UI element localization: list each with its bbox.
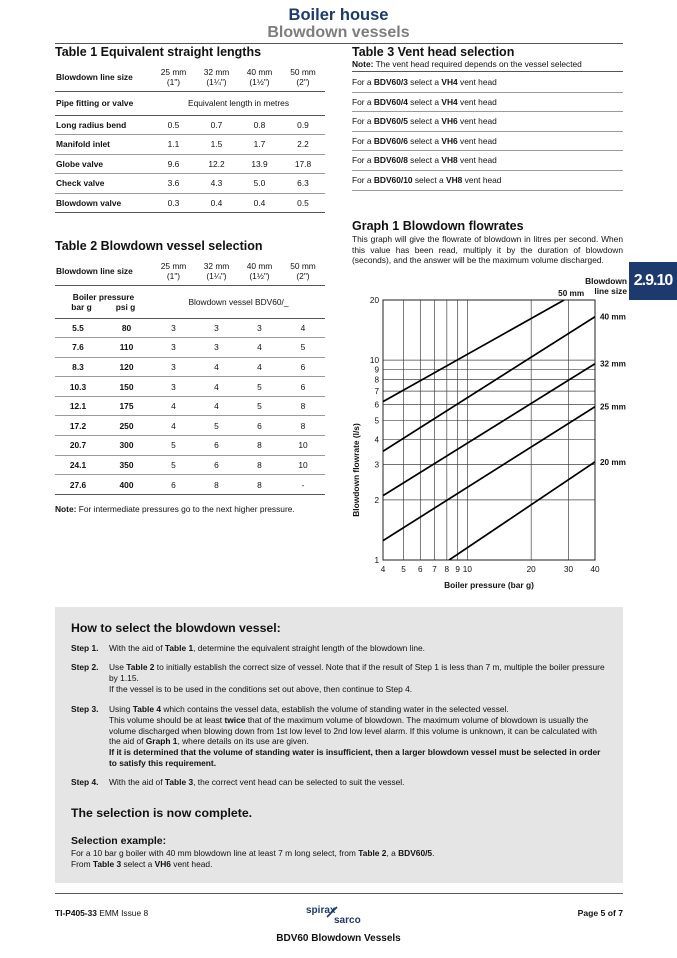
vent-head-row: For a BDV60/5 select a VH6 vent head [352,112,623,132]
table-cell: 6 [195,455,238,475]
size-header: 25 mm (1") [152,63,195,91]
table-cell: 0.7 [195,115,238,135]
vent-head-row: For a BDV60/6 select a VH6 vent head [352,132,623,152]
table-cell: 3 [152,318,195,338]
pressure-psig: 175 [101,396,152,416]
x-axis-label: Boiler pressure (bar g) [444,580,534,590]
pressure-barg: 7.6 [55,338,101,358]
pressure-psig: 300 [101,436,152,456]
table-cell: 1.1 [152,135,195,155]
table-cell: 0.8 [238,115,281,135]
table-cell: 6 [281,357,325,377]
table-row [55,377,325,397]
y-tick-label: 9 [374,365,379,375]
x-tick-label: 6 [418,565,423,574]
svg-text:spirax: spirax [306,905,336,916]
vent-head-row: For a BDV60/10 select a VH8 vent head [352,171,623,191]
pressure-psig: 80 [101,318,152,338]
pressure-psig: 150 [101,377,152,397]
table-cell: 0.5 [152,115,195,135]
table-row [55,338,325,358]
y-tick-label: 4 [374,435,379,445]
section-tab: 2.9.10 [629,262,677,300]
table3-title: Table 3 Vent head selection [352,45,515,59]
product-name: BDV60 Blowdown Vessels [276,933,401,944]
table-cell: 4 [152,396,195,416]
table1-body [55,115,325,213]
table-cell: 5 [238,396,281,416]
table-cell: 4 [195,377,238,397]
size-header: 40 mm (1½") [238,63,281,91]
table-cell: 6 [238,416,281,436]
table-row [55,436,325,456]
series-line-20mm [449,462,595,560]
row-label: Blowdown valve [55,193,152,213]
x-tick-label: 10 [462,565,472,574]
pressure-psig: 400 [101,475,152,495]
x-tick-label: 20 [526,565,536,574]
pressure-header: Boiler pressure bar g psi g [55,285,152,318]
y-tick-label: 7 [374,387,379,397]
table-cell: 8 [195,475,238,495]
series-label: 20 mm [600,457,626,467]
table-cell: 5.0 [238,174,281,194]
table-cell: 4 [195,396,238,416]
pressure-psig: 250 [101,416,152,436]
size-header: 25 mm (1") [152,257,195,285]
table-cell: 4 [281,318,325,338]
page-title: Boiler house [288,6,389,24]
y-tick-label: 6 [374,400,379,410]
table-cell: 8 [238,455,281,475]
table-cell: 4 [195,357,238,377]
table1 [55,63,325,213]
series-line-25mm [383,407,595,541]
page-number: Page 5 of 7 [577,908,623,918]
table-cell: 5 [152,436,195,456]
howto-panel: How to select the blowdown vessel: Step 1. With the aid of Table 1, determine the equivalent straight length of the blowdown line. Step 2. Use Table 2 to initially establish the correct size of vessel. Note that if the result of Step 1 is less than 7 m, multiple the boiler pressure by 1.15. If the vessel is to be used in the conditions set out above, then continue to Step 4. Step 3. Using Table 4 which contains the vessel data, establish the volume of standing water in the selected vessel. This volume should be at least twice that of the maximum volume of blowdown. The maximum volume of blowdown is usually the volume discharged when blowing down from 1st low level to 2nd low level alarm. If this volume is unknown, it can be calculated with the aid of Graph 1, where details on its use are given. If it is determined that the volume of standing water is insufficient, then a larger blowdown vessel must be selected in order to satisfy this requirement. Step 4. With the aid of Table 3, the correct vent head can be selected to suit the vessel. The selection is now complete. Selection example: For a 10 bar g boiler with 40 mm blowdown line at least 7 m long select, from Table 2, a BDV60/5. From Table 3 select a VH6 vent head. [55,607,623,883]
x-tick-label: 8 [444,565,450,574]
table-row [55,475,325,495]
chart-series [383,300,595,560]
vent-head-row: For a BDV60/8 select a VH8 vent head [352,151,623,171]
table-cell: 10 [281,436,325,456]
table-row [55,416,325,436]
table-cell: 5 [238,377,281,397]
x-tick-label: 30 [563,565,574,574]
table1-col-label: Blowdown line size [55,63,152,91]
vent-head-row: For a BDV60/3 select a VH4 vent head [352,73,623,93]
table-cell: 9.6 [152,154,195,174]
table-row [55,174,325,194]
pressure-psig: 350 [101,455,152,475]
table-cell: 6 [281,377,325,397]
pressure-psig: 120 [101,357,152,377]
table-cell: 6 [195,436,238,456]
series-label: 40 mm [600,312,626,322]
table-cell: 0.5 [281,193,325,213]
table-cell: 0.4 [195,193,238,213]
y-axis-label: Blowdown flowrate (l/s) [351,423,361,517]
x-tick-label: 7 [432,565,437,574]
size-header: 32 mm (1¼") [195,63,238,91]
pressure-psig: 110 [101,338,152,358]
table-cell: 3 [152,357,195,377]
example-title: Selection example: [71,835,167,847]
table-cell: 5 [281,338,325,358]
howto-title: How to select the blowdown vessel: [71,621,281,635]
y-tick-label: 1 [374,556,379,565]
table2-col-label: Blowdown line size [55,257,152,285]
spirax-sarco-logo [300,903,380,925]
table-cell: 1.7 [238,135,281,155]
table-cell: 3 [152,377,195,397]
pressure-barg: 24.1 [55,455,101,475]
table-cell: 2.2 [281,135,325,155]
table-cell: 5 [195,416,238,436]
series-label: 50 mm [558,289,585,298]
y-tick-label: 2 [374,495,379,505]
flowrate-chart [345,270,630,600]
x-tick-label: 4 [380,565,386,574]
table-cell: 12.2 [195,154,238,174]
vent-head-row: For a BDV60/4 select a VH4 vent head [352,93,623,113]
table-cell: 10 [281,455,325,475]
y-tick-label: 10 [369,356,379,366]
table-cell: 1.5 [195,135,238,155]
doc-id: TI-P405-33 EMM Issue 8 [55,908,149,918]
table-cell: 4 [238,357,281,377]
svg-text:sarco: sarco [334,915,361,925]
row-label: Globe valve [55,154,152,174]
table2-body [55,318,325,494]
series-label: 25 mm [600,402,626,412]
legend-title: line size [594,286,627,296]
table1-title: Table 1 Equivalent straight lengths [55,45,262,59]
size-header: 50 mm (2") [281,257,325,285]
size-header: 40 mm (1½") [238,257,281,285]
table-cell: 17.8 [281,154,325,174]
table-cell: 8 [281,416,325,436]
table-cell: 8 [238,436,281,456]
size-header: 50 mm (2") [281,63,325,91]
size-header: 32 mm (1¼") [195,257,238,285]
table-cell: 13.9 [238,154,281,174]
row-label: Manifold inlet [55,135,152,155]
x-tick-label: 5 [401,565,406,574]
x-tick-label: 9 [455,565,460,574]
table1-sub-header: Equivalent length in metres [152,91,325,115]
table-cell: 3 [238,318,281,338]
pressure-barg: 10.3 [55,377,101,397]
header-divider [55,43,623,44]
series-line-50mm [383,300,564,402]
table-row [55,115,325,135]
y-tick-label: 8 [374,375,379,385]
table3-list [352,73,623,191]
table-row [55,396,325,416]
y-tick-label: 5 [374,416,379,426]
table-cell: 8 [238,475,281,495]
table-row [55,154,325,174]
table-row [55,193,325,213]
table2-title: Table 2 Blowdown vessel selection [55,239,263,253]
table-cell: 0.9 [281,115,325,135]
table3-note: Note: The vent head required depends on the vessel selected [352,59,623,72]
page-subtitle: Blowdown vessels [267,24,410,41]
table2-note: Note: For intermediate pressures go to the next higher pressure. [55,504,295,514]
graph-description: This graph will give the flowrate of blowdown in litres per second. When this value has been read, multiply it by the duration of blowdown (seconds), and the answer will be the maximum volume discharged. [352,234,623,266]
table-cell: 6 [152,475,195,495]
table-cell: 4.3 [195,174,238,194]
row-label: Long radius bend [55,115,152,135]
pressure-barg: 8.3 [55,357,101,377]
table-cell: 3 [152,338,195,358]
table-cell: 4 [152,416,195,436]
legend-title: Blowdown [585,276,627,286]
pressure-barg: 12.1 [55,396,101,416]
table-row [55,455,325,475]
table-cell: 0.4 [238,193,281,213]
table2 [55,257,325,495]
pressure-barg: 17.2 [55,416,101,436]
table1-sub-label: Pipe fitting or valve [55,91,152,115]
pressure-barg: 20.7 [55,436,101,456]
pressure-barg: 5.5 [55,318,101,338]
table-row [55,135,325,155]
table2-sub-header: Blowdown vessel BDV60/_ [152,285,325,318]
y-tick-label: 20 [369,296,379,305]
table-cell: 3 [195,318,238,338]
table-cell: 6.3 [281,174,325,194]
table-cell: 8 [281,396,325,416]
pressure-barg: 27.6 [55,475,101,495]
footer-divider [55,893,623,894]
table-row [55,318,325,338]
table-cell: - [281,475,325,495]
x-tick-label: 40 [590,565,600,574]
row-label: Check valve [55,174,152,194]
table-cell: 0.3 [152,193,195,213]
table-cell: 3 [195,338,238,358]
y-tick-label: 3 [374,460,379,470]
series-label: 32 mm [600,359,626,369]
selection-complete: The selection is now complete. [71,806,253,820]
table-cell: 5 [152,455,195,475]
table-cell: 3.6 [152,174,195,194]
table-cell: 4 [238,338,281,358]
table-row [55,357,325,377]
example-text: For a 10 bar g boiler with 40 mm blowdown line at least 7 m long select, from Table 2, a BDV60/5. From Table 3 select a VH6 vent head. [71,848,435,869]
graph-title: Graph 1 Blowdown flowrates [352,219,524,233]
